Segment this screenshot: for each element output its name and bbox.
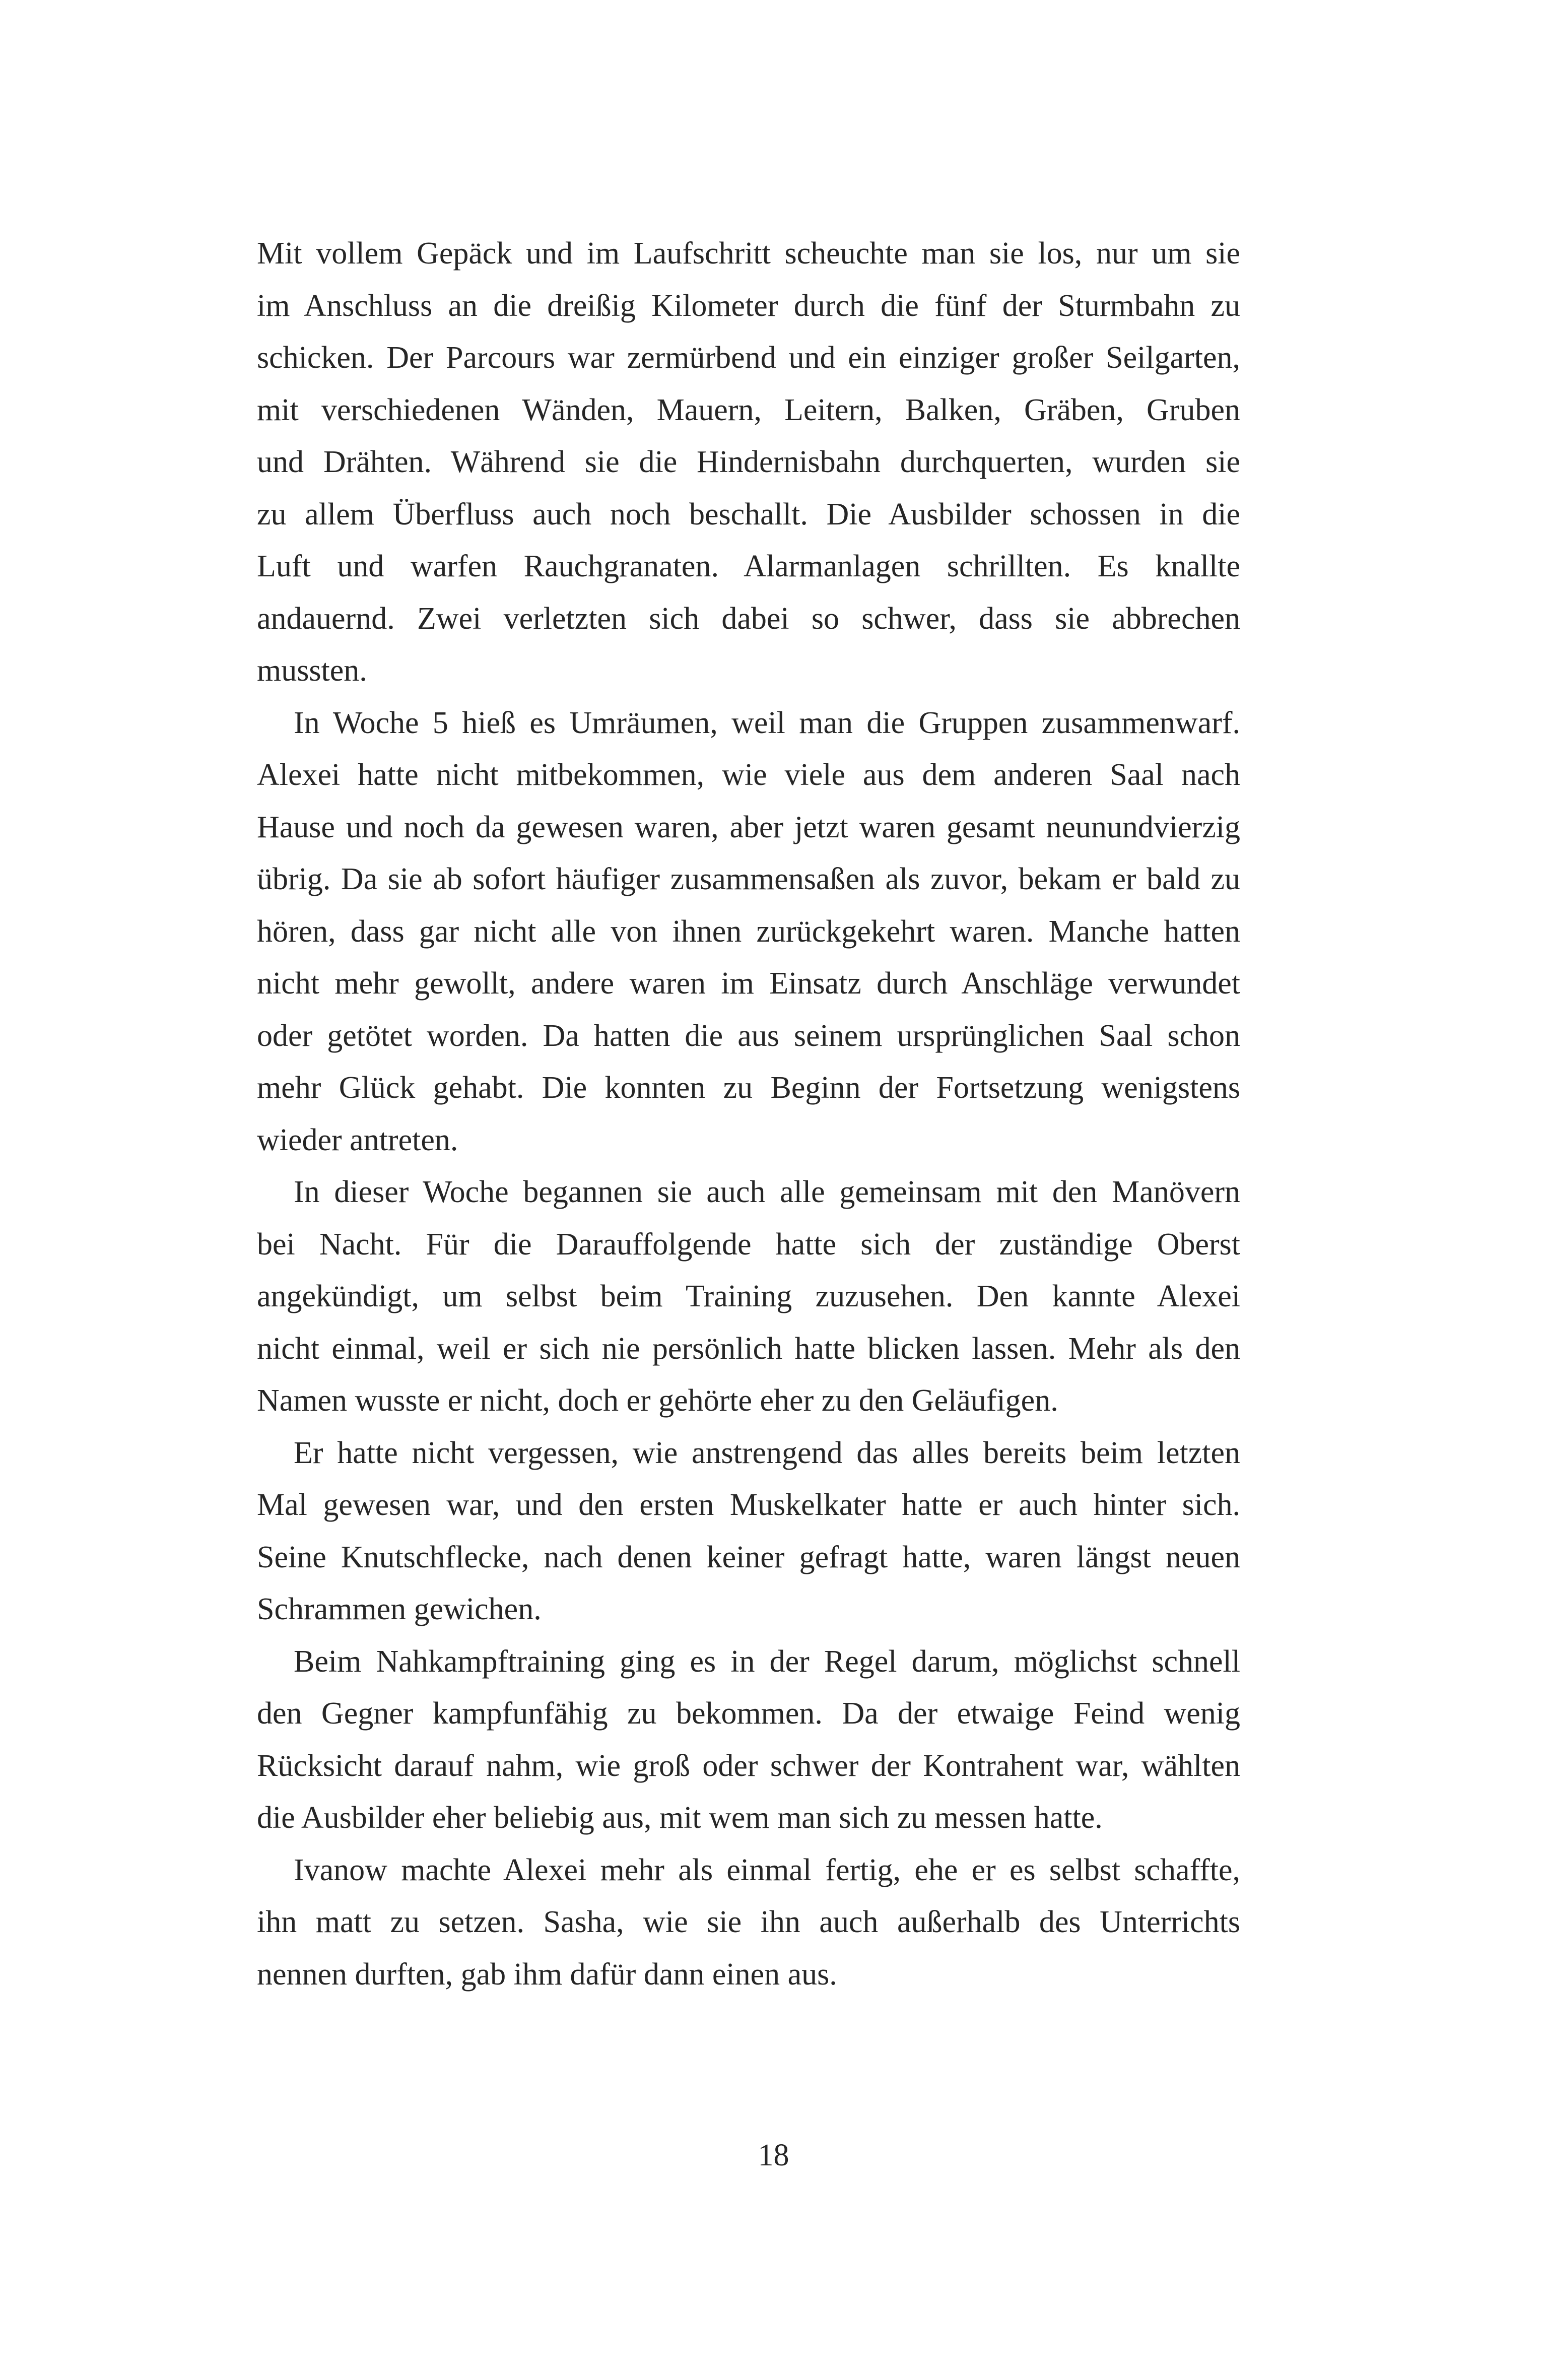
text-line: im Anschluss an die dreißig Kilometer durch die fünf der Sturmbahn zu xyxy=(257,288,1240,323)
page-number: 18 xyxy=(758,2138,789,2172)
text-line: Beim Nahkampftraining ging es in der Regel darum, möglichst schnell xyxy=(294,1644,1240,1679)
text-line: mussten. xyxy=(257,653,367,688)
text-line: schicken. Der Parcours war zermürbend und ein einziger großer Seilgarten, xyxy=(257,341,1240,375)
text-line: Alexei hatte nicht mitbekommen, wie viele aus dem anderen Saal nach xyxy=(257,758,1240,792)
text-line: mehr Glück gehabt. Die konnten zu Beginn der Fortsetzung wenigstens xyxy=(257,1071,1240,1105)
text-line: Rücksicht darauf nahm, wie groß oder schwer der Kontrahent war, wählten xyxy=(257,1748,1240,1783)
text-line: Ivanow machte Alexei mehr als einmal fertig, ehe er es selbst schaffte, xyxy=(294,1853,1240,1887)
text-line: zu allem Überfluss auch noch beschallt. Die Ausbilder schossen in die xyxy=(257,497,1240,532)
text-line: wieder antreten. xyxy=(257,1122,458,1157)
text-line: mit verschiedenen Wänden, Mauern, Leitern, Balken, Gräben, Gruben xyxy=(257,392,1240,427)
text-line: nennen durften, gab ihm dafür dann einen aus. xyxy=(257,1957,837,1992)
text-line: In dieser Woche begannen sie auch alle gemeinsam mit den Manövern xyxy=(294,1175,1240,1209)
text-line: Hause und noch da gewesen waren, aber jetzt waren gesamt neunundvierzig xyxy=(257,810,1240,844)
text-line: den Gegner kampfunfähig zu bekommen. Da der etwaige Feind wenig xyxy=(257,1696,1240,1731)
body-text xyxy=(257,228,1240,2001)
text-line: Luft und warfen Rauchgranaten. Alarmanlagen schrillten. Es knallte xyxy=(257,549,1240,583)
text-line: Mit vollem Gepäck und im Laufschritt scheuchte man sie los, nur um sie xyxy=(257,236,1240,271)
text-line: übrig. Da sie ab sofort häufiger zusammensaßen als zuvor, bekam er bald zu xyxy=(257,862,1240,896)
text-line: ihn matt zu setzen. Sasha, wie sie ihn auch außerhalb des Unterrichts xyxy=(257,1905,1240,1939)
text-line: andauernd. Zwei verletzten sich dabei so schwer, dass sie abbrechen xyxy=(257,601,1240,636)
text-line: Seine Knutschflecke, nach denen keiner gefragt hatte, waren längst neuen xyxy=(257,1540,1240,1574)
text-line: die Ausbilder eher beliebig aus, mit wem man sich zu messen hatte. xyxy=(257,1801,1103,1835)
text-line: und Drähten. Während sie die Hindernisbahn durchquerten, wurden sie xyxy=(257,445,1240,479)
text-line: oder getötet worden. Da hatten die aus seinem ursprünglichen Saal schon xyxy=(257,1018,1240,1053)
text-line: angekündigt, um selbst beim Training zuzusehen. Den kannte Alexei xyxy=(257,1279,1240,1313)
paragraph xyxy=(257,697,1240,1167)
paragraph xyxy=(257,1844,1240,2001)
text-line: Er hatte nicht vergessen, wie anstrengend das alles bereits beim letzten xyxy=(294,1435,1240,1470)
paragraph xyxy=(257,1166,1240,1427)
text-line: bei Nacht. Für die Darauffolgende hatte sich der zuständige Oberst xyxy=(257,1227,1240,1262)
paragraph xyxy=(257,1427,1240,1636)
text-line: Namen wusste er nicht, doch er gehörte eher zu den Geläufigen. xyxy=(257,1383,1058,1418)
text-line: hören, dass gar nicht alle von ihnen zurückgekehrt waren. Manche hatten xyxy=(257,914,1240,949)
paragraph xyxy=(257,228,1240,697)
text-line: In Woche 5 hieß es Umräumen, weil man die Gruppen zusammenwarf. xyxy=(294,705,1240,740)
text-line: nicht mehr gewollt, andere waren im Einsatz durch Anschläge verwundet xyxy=(257,966,1240,1001)
text-line: Mal gewesen war, und den ersten Muskelkater hatte er auch hinter sich. xyxy=(257,1488,1240,1522)
paragraph xyxy=(257,1636,1240,1844)
text-line: Schrammen gewichen. xyxy=(257,1592,542,1626)
text-line: nicht einmal, weil er sich nie persönlich hatte blicken lassen. Mehr als den xyxy=(257,1331,1240,1366)
